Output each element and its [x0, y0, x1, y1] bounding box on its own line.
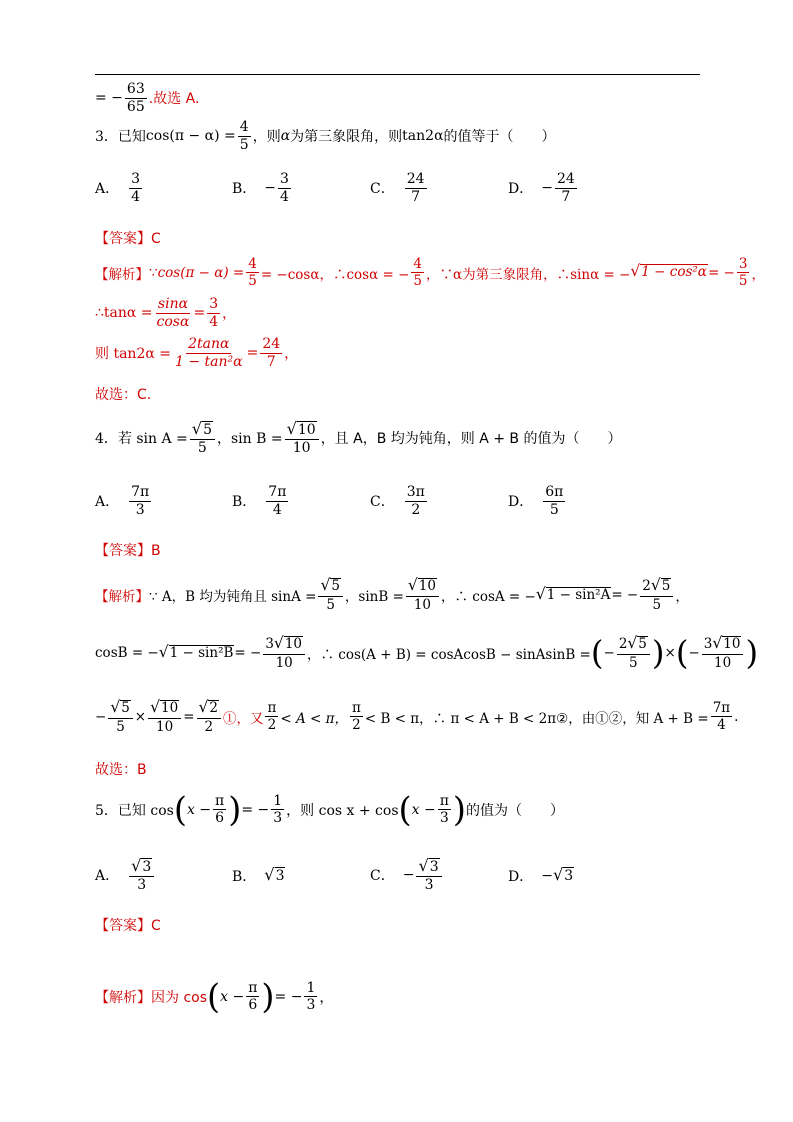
q5-option-d[interactable]: D． − √ 3 — [508, 865, 574, 885]
q5-stem: 5． 已知 cos ( x − $\frac{\pi}{6}$ ) = − $\frac{1}{3}$ ，则 cos x + cos ( x − $\frac{\pi}{3}$ ) 的值为（ ） — [95, 790, 565, 829]
q5-number: 5． — [95, 802, 118, 819]
q5-analysis-line1: 【解析】 因为 cos ( x − $\frac{\pi}{6}$ ) = − $\frac{1}{3}$ ， — [95, 977, 334, 1016]
q4-option-a[interactable]: A． $\frac{7\pi}{3}$ — [95, 484, 150, 518]
q3-option-a[interactable]: A． $\frac{3}{4}$ — [95, 171, 141, 205]
q4-option-b[interactable]: B． $\frac{7\pi}{4}$ — [232, 484, 287, 518]
q5-option-c[interactable]: C． − √ 3 3 — [370, 858, 444, 893]
q3-analysis-line2: ∴tanα = $\frac{\sin\alpha}{\cos\alpha}$ = $\frac{3}{4}$ ， — [95, 296, 237, 330]
q3-number: 3． — [95, 129, 118, 146]
q4-stem: 4． 若 sin A = √ 5 5 ，sin B = √ 10 10 ，且 A，B 均为钝角，则 A + B 的值为（ ） — [95, 419, 622, 457]
q4-analysis-line1: 【解析】 ∵ A，B 均为钝角且 sinA = √ 5 5 ，sinB = √ 10 10 ，∴ cosA = − √ 1 − sin²A = − 2 √ 5 5 ， — [95, 576, 689, 613]
q3-analysis-line3: 则 tan2α = $\frac{2\tan\alpha}{\text{1 − tan²α}}$ = $\frac{24}{7}$ ， — [95, 336, 299, 370]
q4-number: 4． — [95, 431, 118, 448]
prev-fraction: $\frac{63}{65}$ — [126, 81, 145, 115]
q5-option-b[interactable]: B． √ 3 — [232, 865, 285, 885]
q3-answer: 【答案】C — [95, 231, 161, 247]
q3-conclusion: 故选：C． — [95, 387, 161, 403]
q4-answer: 【答案】B — [95, 543, 161, 559]
q5-option-a[interactable]: A． √ 3 3 — [95, 858, 156, 893]
q4-analysis-line2: cosB = − √ 1 − sin²B = − 3 √ 10 10 ，∴ cos(A + B) = cosAcosB − sinAsinB = ( − 2 √ 5 5 ) × ( − 3 √ 10 10 ) — [95, 633, 759, 672]
q4-option-d[interactable]: D． $\frac{6\pi}{5}$ — [508, 484, 564, 518]
q3-analysis-line1: 【解析】 ∵ cos(π − α) = $\frac{4}{5}$ = −cosα，∴cosα = − $\frac{4}{5}$ ，∵α为第三象限角，∴sinα = − √ 1 − cos²α = − $\frac{3}{5}$ ， — [95, 256, 765, 290]
q3-option-c[interactable]: C． $\frac{24}{7}$ — [370, 171, 425, 205]
q5-answer: 【答案】C — [95, 918, 161, 934]
q3-option-b[interactable]: B． − $\frac{3}{4}$ — [232, 171, 289, 205]
header-rule — [95, 74, 700, 75]
q4-conclusion: 故选：B — [95, 762, 147, 778]
q3-option-d[interactable]: D． − $\frac{24}{7}$ — [508, 171, 575, 205]
prev-answer-line: = − $\frac{63}{65}$ .故选 A. — [95, 81, 200, 115]
prev-conclusion: .故选 A. — [148, 91, 200, 108]
q3-stem: 3． 已知 cos(π − α) = $\frac{4}{5}$ ，则 α 为第三象限角，则 tan2α 的值等于（ ） — [95, 119, 556, 153]
q4-analysis-line3: − √ 5 5 × √ 10 10 = √ 2 2 ①，又 $\frac{\pi}{2}$ < A < π， $\frac{\pi}{2}$ < B < π，∴ π < A + B < 2π②，由①②，知 A + B = $\frac{7\pi}{4}$ . — [95, 698, 739, 735]
q4-option-c[interactable]: C． $\frac{3\pi}{2}$ — [370, 484, 425, 518]
